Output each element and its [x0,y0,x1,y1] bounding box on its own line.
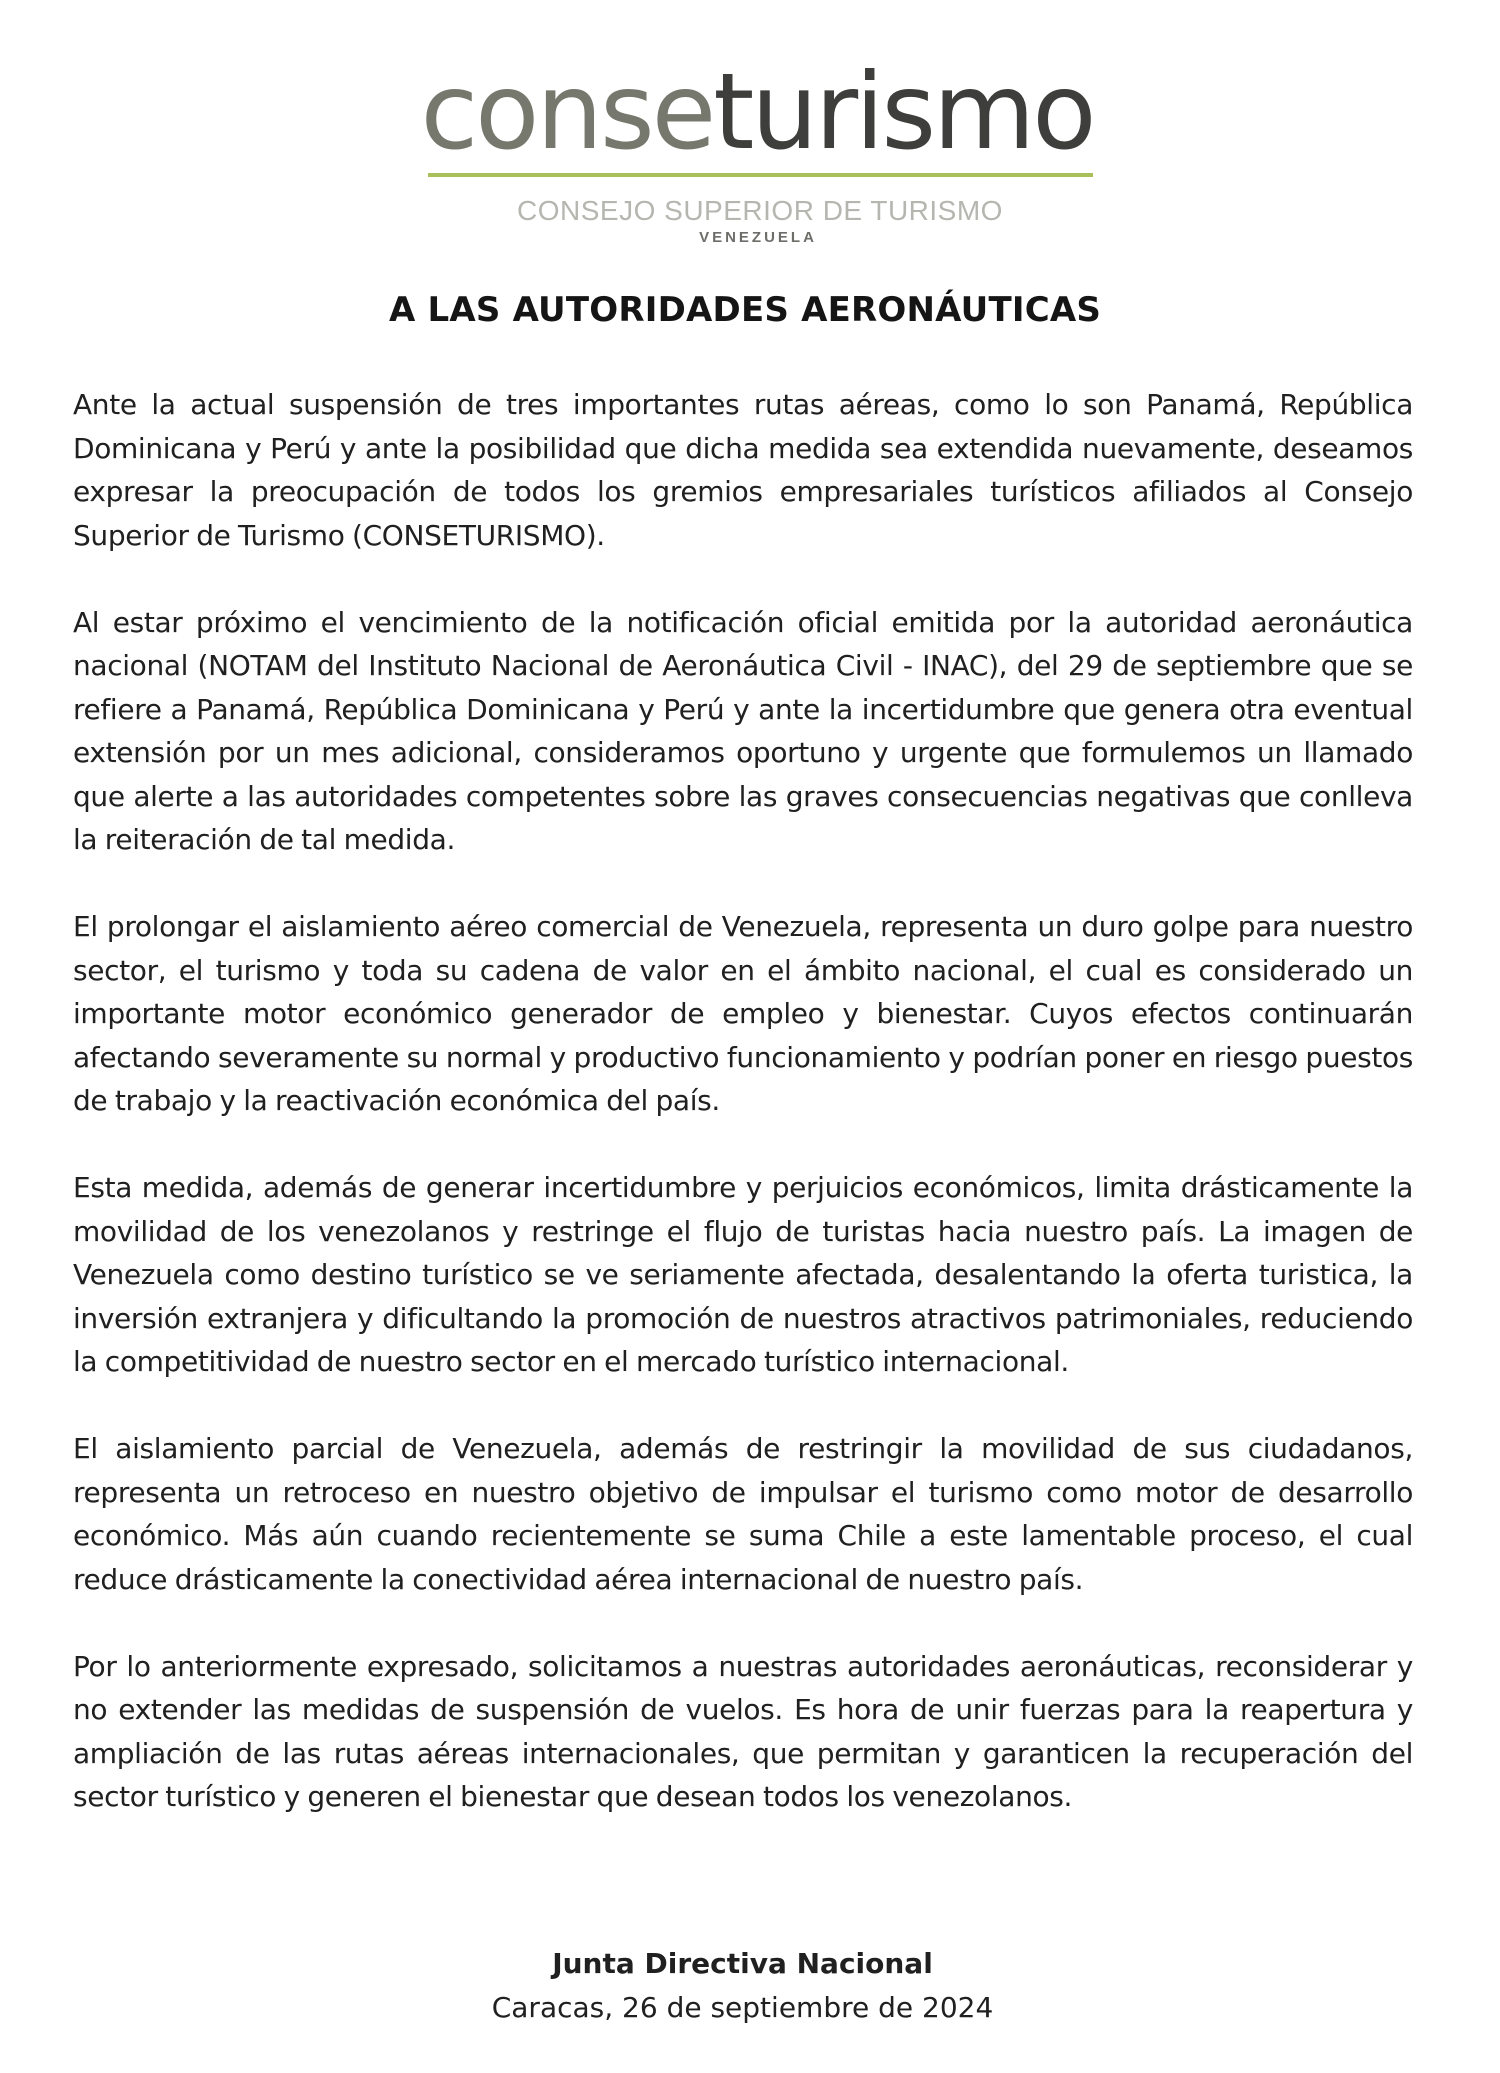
logo-wordmark-part-b: turismo [713,51,1094,173]
logo-underline [428,173,1093,177]
signature-place-date: Caracas, 26 de septiembre de 2024 [491,1991,994,2024]
paragraph: Esta medida, además de generar incertidumbre y perjuicios económicos, limita drásticamente la movilidad de los venezolanos y restringe el flujo de turistas hacia nuestro país. La imagen de Venezuela como destino turístico se ve seriamente afectada, desalentando la oferta turistica, la inversión extranjera y dificultando la promoción de nuestros atractivos patrimoniales, reduciendo la competitividad de nuestro sector en el mercado turístico internacional. [73,1171,1413,1378]
logo-subtitle: CONSEJO SUPERIOR DE TURISMO [517,195,1003,226]
logo-country: VENEZUELA [699,229,817,246]
conseturismo-logo [0,51,1500,246]
paragraph: El aislamiento parcial de Venezuela, además de restringir la movilidad de sus ciudadanos, representa un retroceso en nuestro objetivo de impulsar el turismo como motor de desarrollo económico. Más aún cuando recientemente se suma Chile a este lamentable proceso, el cual reduce drásticamente la conectividad aérea internacional de nuestro país. [73,1432,1413,1596]
paragraph: Por lo anteriormente expresado, solicitamos a nuestras autoridades aeronáuticas, reconsiderar y no extender las medidas de suspensión de vuelos. Es hora de unir fuerzas para la reapertura y ampliación de las rutas aéreas internacionales, que permitan y garanticen la recuperación del sector turístico y generen el bienestar que desean todos los venezolanos. [73,1649,1413,1813]
signature-block [0,1942,1485,2030]
document-title: A LAS AUTORIDADES AERONÁUTICAS [388,290,1102,330]
signature-title: Junta Directiva Nacional [552,1947,933,1980]
paragraph: Ante la actual suspensión de tres importantes rutas aéreas, como lo son Panamá, República Dominicana y Perú y ante la posibilidad que dicha medida sea extendida nuevamente, deseamos expresar la preocupación de todos los gremios empresariales turísticos afiliados al Consejo Superior de Turismo (CONSETURISMO). [73,388,1413,552]
paragraph: Al estar próximo el vencimiento de la notificación oficial emitida por la autoridad aeronáutica nacional (NOTAM del Instituto Nacional de Aeronáutica Civil - INAC), del 29 de septiembre que se refiere a Panamá, República Dominicana y Perú y ante la incertidumbre que genera otra eventual extensión por un mes adicional, consideramos oportuno y urgente que formulemos un llamado que alerte a las autoridades competentes sobre las graves consecuencias negativas que conlleva la reiteración de tal medida. [73,605,1413,856]
logo-wordmark [420,51,1094,173]
paragraph: El prolongar el aislamiento aéreo comercial de Venezuela, representa un duro golpe para nuestro sector, el turismo y toda su cadena de valor en el ámbito nacional, el cual es considerado un importante motor económico generador de empleo y bienestar. Cuyos efectos continuarán afectando severamente su normal y productivo funcionamiento y podrían poner en riesgo puestos de trabajo y la reactivación económica del país. [73,910,1413,1117]
logo-wordmark-part-a: conse [420,51,714,173]
document-body [73,383,1413,1862]
